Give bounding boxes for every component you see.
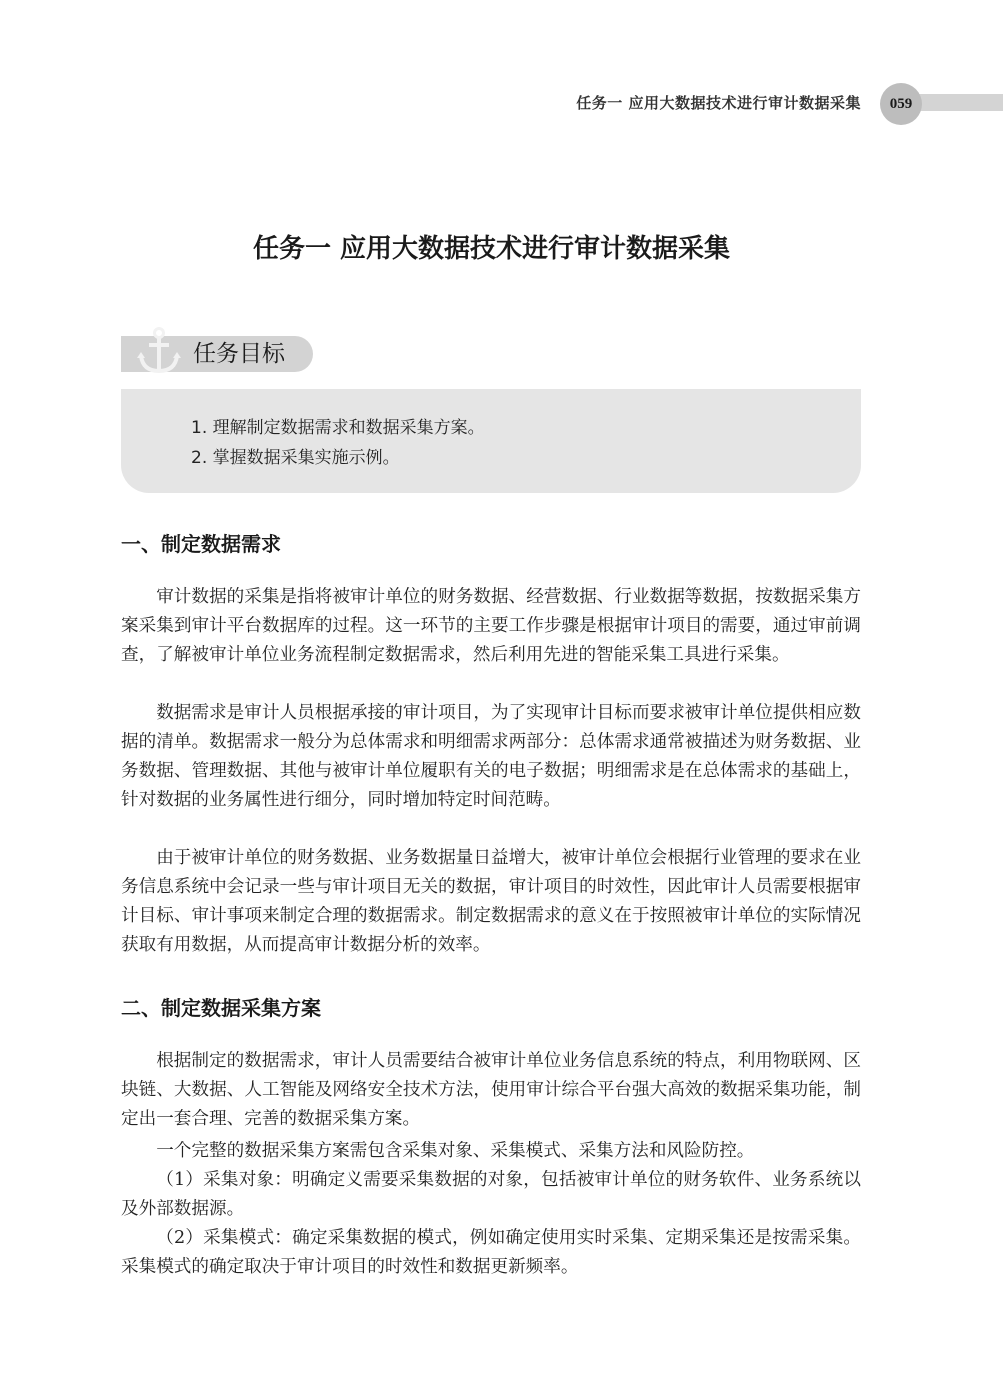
body-paragraph: 一个完整的数据采集方案需包含采集对象、采集模式、采集方法和风险防控。: [156, 1141, 755, 1161]
body-paragraph: 数据需求是审计人员根据承接的审计项目，为了实现审计目标而要求被审计单位提供相应数据的清单。数据需求一般分为总体需求和明细需求两部分：总体需求通常被描述为财务数据、业务数据、管理数据、其他与被审计单位履职有关的电子数据；明细需求是在总体需求的基础上，针对数据的业务属性进行细分，同时增加特定时间范畴。: [121, 703, 861, 810]
body-paragraph: 根据制定的数据需求，审计人员需要结合被审计单位业务信息系统的特点，利用物联网、区块链、大数据、人工智能及网络安全技术方法，使用审计综合平台强大高效的数据采集功能，制定出一套合理、完善的数据采集方案。: [121, 1051, 861, 1129]
body-paragraph: 由于被审计单位的财务数据、业务数据量日益增大，被审计单位会根据行业管理的要求在业务信息系统中会记录一些与审计项目无关的数据，审计项目的时效性，因此审计人员需要根据审计目标、审计事项来制定合理的数据需求。制定数据需求的意义在于按照被审计单位的实际情况获取有用数据，从而提高审计数据分析的效率。: [121, 848, 861, 955]
body-paragraph: （2）采集模式：确定采集数据的模式，例如确定使用实时采集、定期采集还是按需采集。采集模式的确定取决于审计项目的时效性和数据更新频率。: [121, 1228, 861, 1277]
page-number: 059: [880, 83, 922, 125]
objectives-tab: [121, 336, 313, 372]
section-heading: 一、制定数据需求: [121, 532, 281, 556]
page-title: 任务一 应用大数据技术进行审计数据采集: [252, 234, 731, 264]
body-paragraph: 审计数据的采集是指将被审计单位的财务数据、经营数据、行业数据等数据，按数据采集方案采集到审计平台数据库的过程。这一环节的主要工作步骤是根据审计项目的需要，通过审前调查，了解被审计单位业务流程制定数据需求，然后利用先进的智能采集工具进行采集。: [121, 587, 861, 665]
objective-item: 2. 掌握数据采集实施示例。: [191, 448, 400, 468]
objective-item: 1. 理解制定数据需求和数据采集方案。: [191, 418, 485, 438]
anchor-icon: [131, 326, 187, 376]
running-title: 任务一 应用大数据技术进行审计数据采集: [576, 94, 861, 112]
objectives-box: [121, 389, 861, 493]
body-paragraph: （1）采集对象：明确定义需要采集数据的对象，包括被审计单位的财务软件、业务系统以及外部数据源。: [121, 1170, 861, 1219]
running-header: [0, 90, 1003, 118]
section-heading: 二、制定数据采集方案: [121, 996, 321, 1020]
objectives-label: 任务目标: [193, 341, 285, 367]
